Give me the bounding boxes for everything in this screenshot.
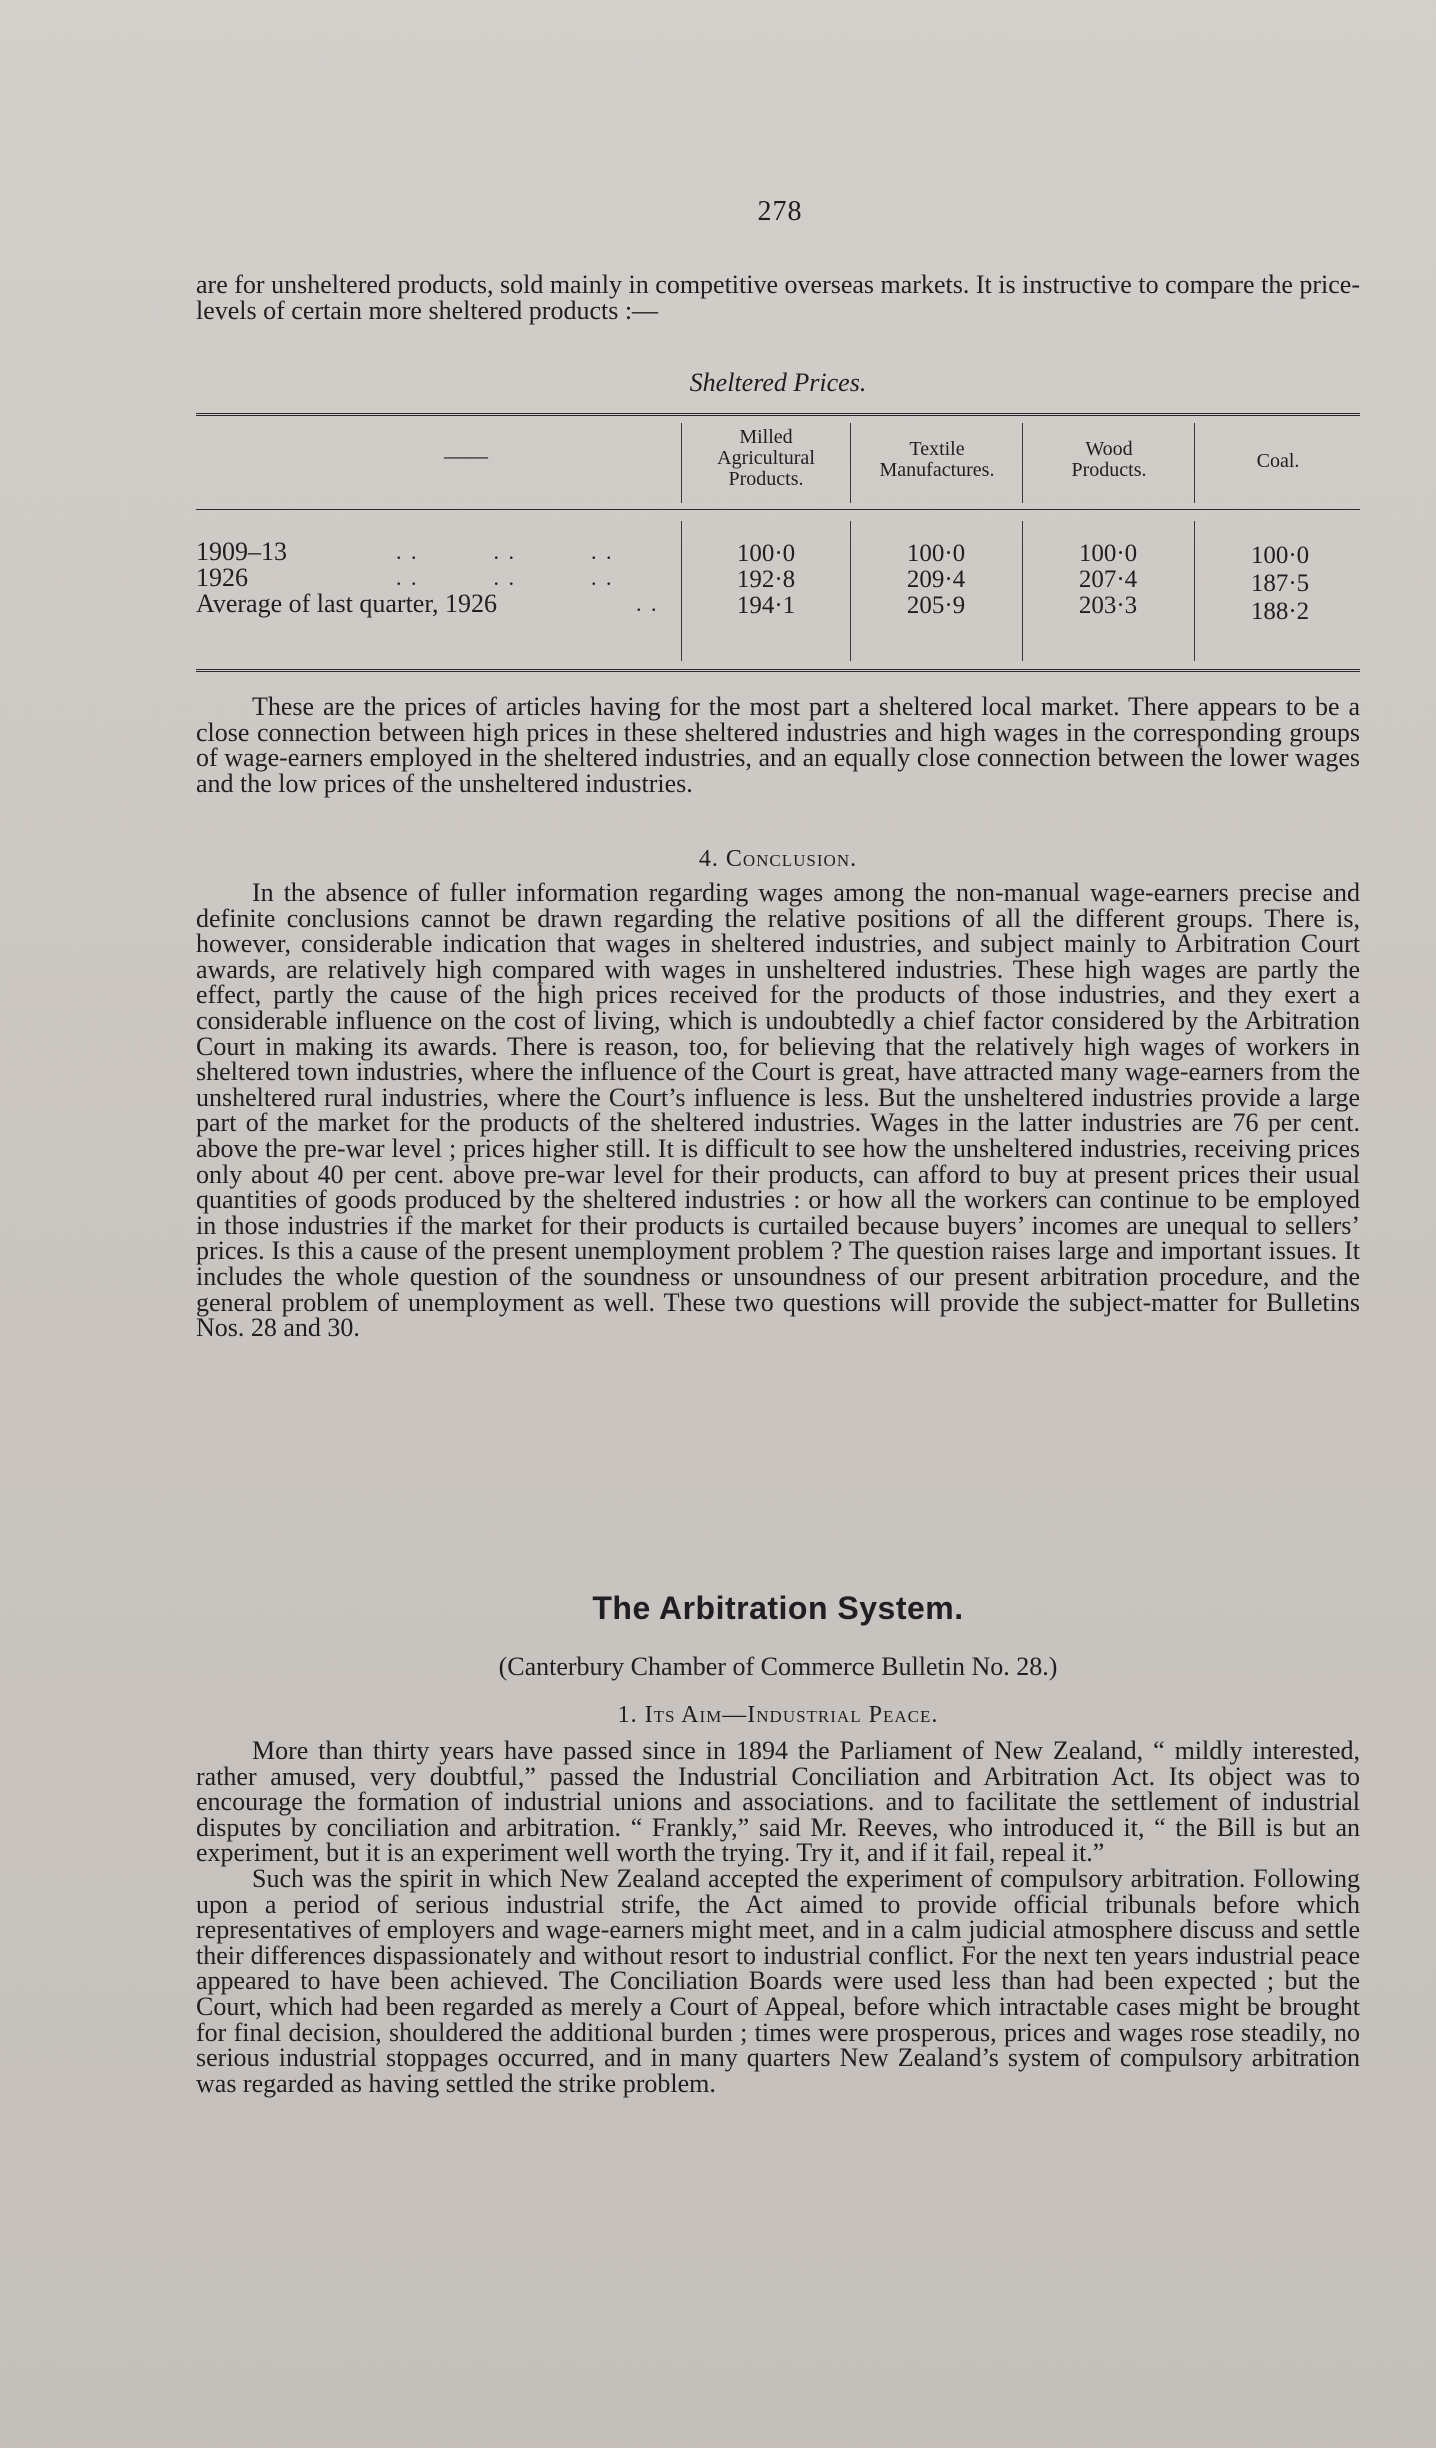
table-title: Sheltered Prices. <box>689 368 867 397</box>
column-header-line: Wood <box>1085 438 1133 460</box>
column-header-line: Products. <box>1071 459 1147 481</box>
table-cell: 100·0 <box>1078 540 1138 567</box>
conclusion-heading-text: Conclusion. <box>725 846 858 872</box>
sheltered-note-block <box>196 694 1360 796</box>
column-header-line: Textile <box>909 438 965 460</box>
page-number: 278 <box>757 196 803 227</box>
column-header-line: Coal. <box>1256 450 1300 472</box>
intro-paragraph-block <box>196 272 1360 323</box>
table-cell: 194·1 <box>736 592 796 619</box>
table-cell: 187·5 <box>1250 570 1310 597</box>
table-cell: 100·0 <box>736 540 796 567</box>
row-label: Average of last quarter, 1926 <box>196 589 497 618</box>
row-leader-dots: . . . . . . <box>396 565 614 590</box>
arbitration-paragraph-1: More than thirty years have passed since in 1894 the Parliament of New Zealand, “ mildly interested, rather amused, very doubtful,” passed the Industrial Conciliation and Arbitration Act. Its object was to encourage the formation of industrial unions and associations. and to facilitate the settlement of industrial disputes by conciliation and arbitration. “ Frankly,” said Mr. Reeves, who introduced it, “ the Bill is but an experiment, but it is an experiment well worth the trying. Try it, and if it fail, repeal it.” <box>196 1736 1360 1868</box>
column-divider <box>1194 423 1195 503</box>
table-cell: 192·8 <box>736 566 796 593</box>
table-top-rule <box>196 413 1360 420</box>
conclusion-heading-number: 4. <box>698 846 719 872</box>
column-divider <box>681 521 682 661</box>
sheltered-prices-table <box>196 413 1360 679</box>
table-cell: 100·0 <box>1250 542 1310 569</box>
table-cell: 209·4 <box>906 566 966 593</box>
column-header-line: Manufactures. <box>879 459 995 481</box>
column-header-line: Products. <box>728 468 804 490</box>
intro-paragraph: are for unsheltered products, sold mainly in competitive overseas markets. It is instructive to compare the price-levels of certain more sheltered products :— <box>196 270 1360 325</box>
conclusion-paragraph: In the absence of fuller information regarding wages among the non-manual wage-earners precise and definite conclusions cannot be drawn regarding the relative positions of all the different groups. There is, however, considerable indication that wages in sheltered industries, and subject mainly to Arbitration Court awards, are relatively high compared with wages in unsheltered industries. These high wages are partly the effect, partly the cause of the high prices received for the products of those industries, and they exert a considerable influence on the cost of living, which is undoubtedly a chief factor considered by the Arbitration Court in making its awards. There is reason, too, for believing that the relatively high wages of workers in sheltered town industries, where the influence of the Court is great, have attracted many wage-earners from the unsheltered rural industries, where the Court’s influence is less. But the unsheltered industries provide a large part of the market for the products of the sheltered industries. Wages in the latter industries are 76 per cent. above the pre-war level ; prices higher still. It is difficult to see how the unsheltered industries, receiving prices only about 40 per cent. above pre-war level for their products, can afford to buy at present prices their usual quantities of goods produced by the sheltered industries : or how all the workers can continue to be employed in those industries if the market for their products is curtailed because buyers’ incomes are unequal to sellers’ prices. Is this a cause of the present unemployment problem ? The question raises large and important issues. It includes the whole question of the soundness or unsoundness of our present arbitration procedure, and the general problem of unemployment as well. These two questions will provide the subject-matter for Bulletins Nos. 28 and 30. <box>196 878 1360 1343</box>
table-cell: 203·3 <box>1078 592 1138 619</box>
aim-heading: 1. Its Aim—Industrial Peace. <box>617 1702 939 1728</box>
bulletin-reference: (Canterbury Chamber of Commerce Bulletin No. 28.) <box>498 1652 1058 1681</box>
column-header-milled <box>686 427 846 490</box>
column-header-line: Agricultural <box>717 447 815 469</box>
sheltered-note-paragraph: These are the prices of articles having for the most part a sheltered local market. There appears to be a close connection between high prices in these sheltered industries and high wages in the corresponding groups of wage-earners employed in the sheltered industries, and an equally close connection between the lower wages and the low prices of the unsheltered industries. <box>196 692 1360 798</box>
column-header-coal <box>1198 451 1358 472</box>
column-divider <box>1194 521 1195 661</box>
column-divider <box>681 423 682 503</box>
table-bottom-rule <box>196 669 1360 676</box>
row-leader-dots: . . . . . . <box>396 539 614 564</box>
arbitration-block <box>196 1738 1360 2096</box>
table-header-rule <box>196 509 1360 510</box>
table-cell: 205·9 <box>906 592 966 619</box>
table-cell: 188·2 <box>1250 598 1310 625</box>
row-leader-dots: . . <box>636 591 659 616</box>
table-corner-dash: —— <box>444 443 488 468</box>
column-divider <box>1022 521 1023 661</box>
table-cell: 207·4 <box>1078 566 1138 593</box>
conclusion-block <box>196 880 1360 1341</box>
column-divider <box>850 521 851 661</box>
column-header-line: Milled <box>739 426 793 448</box>
column-divider <box>1022 423 1023 503</box>
row-label: 1909–13 <box>196 537 287 566</box>
column-divider <box>850 423 851 503</box>
conclusion-heading <box>196 846 1360 873</box>
table-cell: 100·0 <box>906 540 966 567</box>
row-label: 1926 <box>196 563 248 592</box>
column-header-wood <box>1026 439 1192 481</box>
arbitration-paragraph-2: Such was the spirit in which New Zealand accepted the experiment of compulsory arbitration. Following upon a period of serious industrial strife, the Act aimed to provide official tribunals before which representatives of employers and wage-earners might meet, and in a calm judicial atmosphere discuss and settle their differences dispassionately and without resort to industrial conflict. For the next ten years industrial peace appeared to have been achieved. The Conciliation Boards were used less than had been expected ; but the Court, which had been regarded as merely a Court of Appeal, before which intractable cases might be brought for final decision, shouldered the additional burden ; times were prosperous, prices and wages rose steadily, no serious industrial stoppages occurred, and in many quarters New Zealand’s system of compulsory arbitration was regarded as having settled the strike problem. <box>196 1863 1360 2098</box>
column-header-textile <box>854 439 1020 481</box>
section-title: The Arbitration System. <box>592 1590 964 1626</box>
